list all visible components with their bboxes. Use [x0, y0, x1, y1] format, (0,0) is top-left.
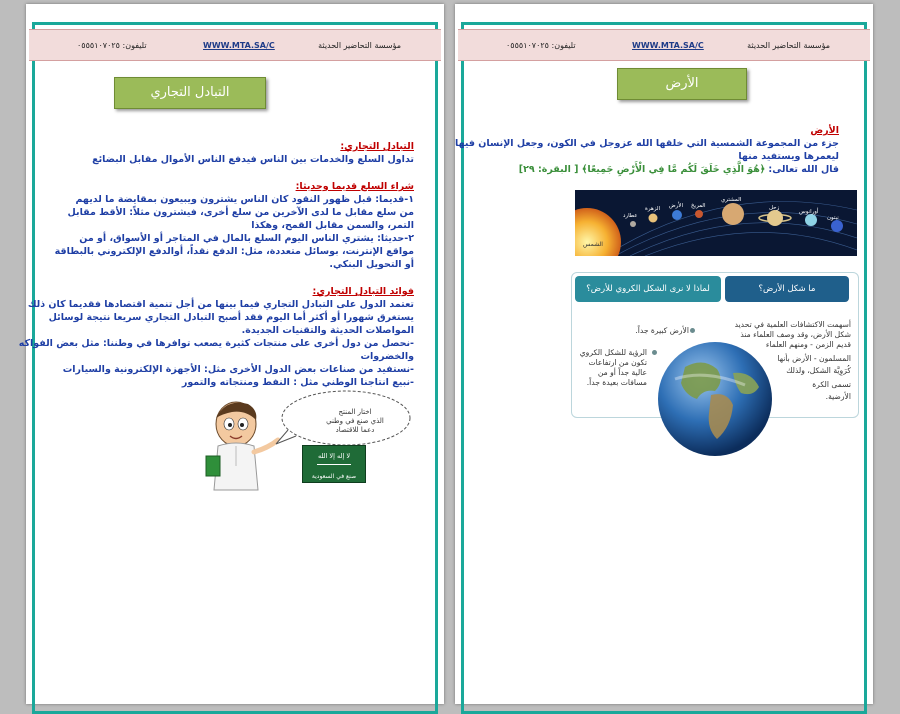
- planet-label-jupiter: المشتري: [721, 197, 742, 203]
- shape-line-5: كُرَوِيَّة الشكل، ولذلك: [786, 366, 851, 375]
- buying-line-5: مواقع الإنترنت، بوسائل متعددة، مثل: الدفع نقداً، أوالدفع الإلكتروني بالبطاقة: [54, 246, 414, 257]
- shape-line-4: المسلمون - الأرض بأنها: [777, 354, 851, 363]
- section-heading-buying: شراء السلع قديما وحديثا:: [295, 181, 414, 192]
- flag-caption: صنع في السعودية: [311, 473, 357, 480]
- header-website-link[interactable]: WWW.MTA.SA/C: [203, 41, 275, 50]
- benefits-line-7: -نبيع انتاجنا الوطني مثل : النفط ومنتجاته والتمور: [181, 377, 414, 388]
- planet-label-mercury: عطارد: [623, 213, 638, 219]
- why-point-2-line-3: عالية جداً أو من: [597, 368, 647, 377]
- page-title: الأرض: [665, 76, 699, 91]
- why-point-2-line-1: الرؤية للشكل الكروي: [579, 348, 647, 357]
- buying-line-6: أو التحويل البنكي.: [329, 259, 414, 270]
- page-title-box: [114, 77, 266, 109]
- header-website-link[interactable]: WWW.MTA.SA/C: [632, 41, 704, 50]
- buying-line-3: التمر، والسمن مقابل القمح، وهكذا: [251, 220, 414, 231]
- benefits-line-6: -نستفيد من صناعات بعض الدول الأخرى مثل: الأجهزة الإلكترونية والسيارات: [62, 364, 414, 375]
- boy-illustration: [196, 396, 286, 494]
- benefits-line-4: -نحصل من دول أخرى على منتجات كثيرة يصعب توافرها في وطننا: مثل بعض الفواكه: [18, 338, 414, 349]
- shape-line-3: قديم الزمن - ومنهم العلماء: [765, 340, 851, 349]
- bubble-line-1: اختار المنتج: [338, 408, 372, 416]
- benefits-line-5: والخضروات: [360, 351, 414, 362]
- verse-line: [519, 163, 839, 176]
- planet-label-mars: المريخ: [691, 203, 706, 209]
- earth-globe-image: [655, 339, 775, 459]
- page-header: [458, 29, 870, 61]
- page-trade-exchange: [18, 4, 444, 704]
- header-phone: تليفون: ٠٥٥٥١٠٧٠٢٥: [506, 41, 576, 50]
- card-earth-shape-header: [725, 276, 849, 302]
- shape-line-7: الأرضية.: [825, 392, 851, 401]
- earth-line-1: جزء من المجموعة الشمسية التي خلقها الله عزوجل في الكون، وجعل الإنسان فيها: [455, 138, 839, 149]
- planet-label-saturn: زحل: [769, 205, 780, 211]
- bubble-line-3: دعما للاقتصاد: [335, 426, 375, 434]
- benefits-line-1: تعتمد الدول على التبادل التجاري فيما بينها من أجل تنمية اقتصادها فقديما كان ذلك: [27, 299, 414, 310]
- earth-line-2: ليعمرها ويستفيد منها: [738, 151, 839, 162]
- buying-line-2: من سلع مقابل ما لدى الآخرين من سلع أخرى، فيشترون مثلاً: الأقط مقابل: [67, 207, 414, 218]
- buying-line-4: ٢-حديثا: يشتري الناس اليوم السلع بالمال في المتاجر أو الأسواق، أو من: [79, 233, 414, 244]
- verse-text: ﴿هُوَ الَّذِي خَلَقَ لَكُم مَّا فِي الْأَرْضِ جَمِيعًا﴾ [ البقرة: ٢٩]: [518, 164, 766, 175]
- header-organization: مؤسسة التحاضير الحديثة: [747, 41, 830, 50]
- why-point-1: الأرض كبيرة جداً.: [635, 326, 689, 335]
- card-why-not-see-title: لماذا لا نرى الشكل الكروي للأرض؟: [586, 284, 710, 294]
- header-phone: تليفون: ٠٥٥٥١٠٧٠٢٥: [77, 41, 147, 50]
- benefits-line-2: يستغرق شهورا أو أكثر أما اليوم فقد أصبح التبادل التجاري سريعا نتيجة لوسائل: [48, 312, 414, 323]
- buying-line-1: ١-قديما: قبل ظهور النقود كان الناس يشترون ويبيعون بمقايضة ما لديهم: [75, 194, 414, 205]
- planet-label-venus: الزهرة: [645, 206, 661, 212]
- planet-label-sun: الشمس: [583, 241, 603, 248]
- why-point-2-line-4: مسافات بعيدة جداً.: [586, 378, 647, 387]
- planet-label-neptune: نبتون: [827, 215, 839, 221]
- page-header: [29, 29, 441, 61]
- flag-text: لا إله إلا الله: [317, 452, 351, 460]
- verse-prefix: قال الله تعالى:: [768, 164, 839, 175]
- shape-line-6: تسمى الكرة: [812, 380, 851, 389]
- page-title-box: [617, 68, 747, 100]
- planet-label-earth: الأرض: [669, 203, 683, 209]
- page-title: التبادل التجاري: [150, 85, 230, 100]
- bubble-line-2: الذي صنع في وطني: [326, 417, 384, 425]
- section-heading-earth: الأرض: [810, 125, 839, 136]
- section-text-trade: تداول السلع والخدمات بين الناس فيدفع الناس الأموال مقابل البضائع: [92, 154, 414, 165]
- card-earth-shape-title: ما شكل الأرض؟: [758, 284, 816, 294]
- why-point-2-line-2: تكون من ارتفاعات: [588, 358, 647, 367]
- planet-label-uranus: أورانوس: [799, 209, 819, 215]
- planet-labels: [575, 190, 857, 256]
- section-heading-trade: التبادل التجاري:: [340, 141, 414, 152]
- benefits-line-3: المواصلات الحديثة والتقنيات الجديدة.: [241, 325, 414, 336]
- section-heading-benefits: فوائد التبادل التجاري:: [312, 286, 414, 297]
- header-organization: مؤسسة التحاضير الحديثة: [318, 41, 401, 50]
- shape-line-2: شكل الأرض، وقد وصف العلماء منذ: [740, 330, 851, 339]
- saudi-flag-icon: [302, 445, 366, 483]
- page-earth: [455, 4, 873, 704]
- bullet-dot-icon: [690, 328, 695, 333]
- bullet-dot-icon: [652, 350, 657, 355]
- card-why-not-see-header: [575, 276, 721, 302]
- shape-line-1: أسهمت الاكتشافات العلمية في تحديد: [734, 320, 851, 329]
